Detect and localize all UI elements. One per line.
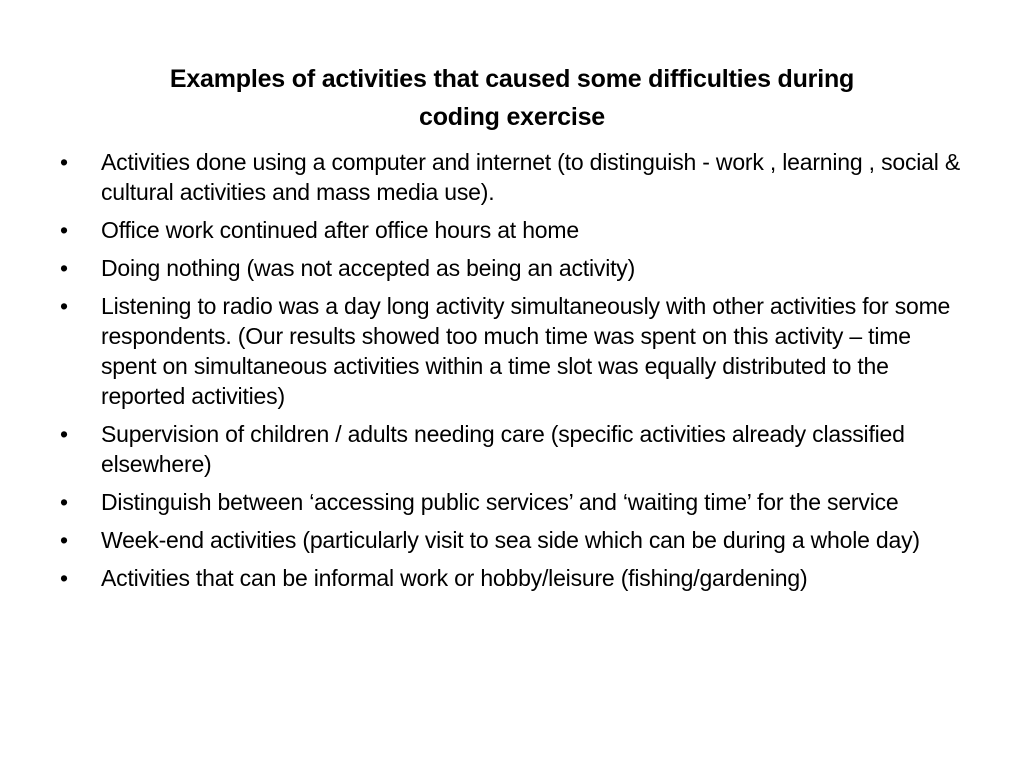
bullet-text: Supervision of children / adults needing care (specific activities already classified elsewhere) — [101, 421, 905, 477]
bullet-item-2 — [60, 215, 965, 245]
bullet-text: Activities that can be informal work or hobby/leisure (fishing/gardening) — [101, 565, 808, 591]
bullet-text: Distinguish between ‘accessing public services’ and ‘waiting time’ for the service — [101, 489, 899, 515]
bullet-dot-icon: • — [60, 489, 68, 515]
bullet-item-7 — [60, 525, 965, 555]
bullet-item-1 — [60, 147, 965, 207]
bullet-dot-icon: • — [60, 565, 68, 591]
bullet-text: Doing nothing (was not accepted as being an activity) — [101, 255, 636, 281]
slide-title — [80, 60, 944, 136]
bullet-item-3 — [60, 253, 965, 283]
bullet-item-5 — [60, 419, 965, 479]
slide-title-line-1: Examples of activities that caused some difficulties during — [169, 65, 855, 93]
bullet-dot-icon: • — [60, 255, 68, 281]
bullet-dot-icon: • — [60, 421, 68, 447]
bullet-item-8 — [60, 563, 965, 593]
slide-title-line-2: coding exercise — [419, 103, 605, 131]
bullet-dot-icon: • — [60, 149, 68, 175]
bullet-dot-icon: • — [60, 217, 68, 243]
bullet-text: Activities done using a computer and internet (to distinguish - work , learning , social & cultural activities and mass media use). — [101, 149, 960, 205]
bullet-dot-icon: • — [60, 293, 68, 319]
bullet-text: Office work continued after office hours at home — [101, 217, 579, 243]
bullet-dot-icon: • — [60, 527, 68, 553]
bullet-item-4 — [60, 291, 965, 411]
bullet-text: Week-end activities (particularly visit to sea side which can be during a whole day) — [101, 527, 920, 553]
bullet-text: Listening to radio was a day long activity simultaneously with other activities for some respondents. (Our results showed too much time was spent on this activity – time spent on simultaneous activities within a time slot was equally distributed to the reported activities) — [101, 293, 951, 409]
bullet-list — [60, 147, 965, 601]
bullet-item-6 — [60, 487, 965, 517]
